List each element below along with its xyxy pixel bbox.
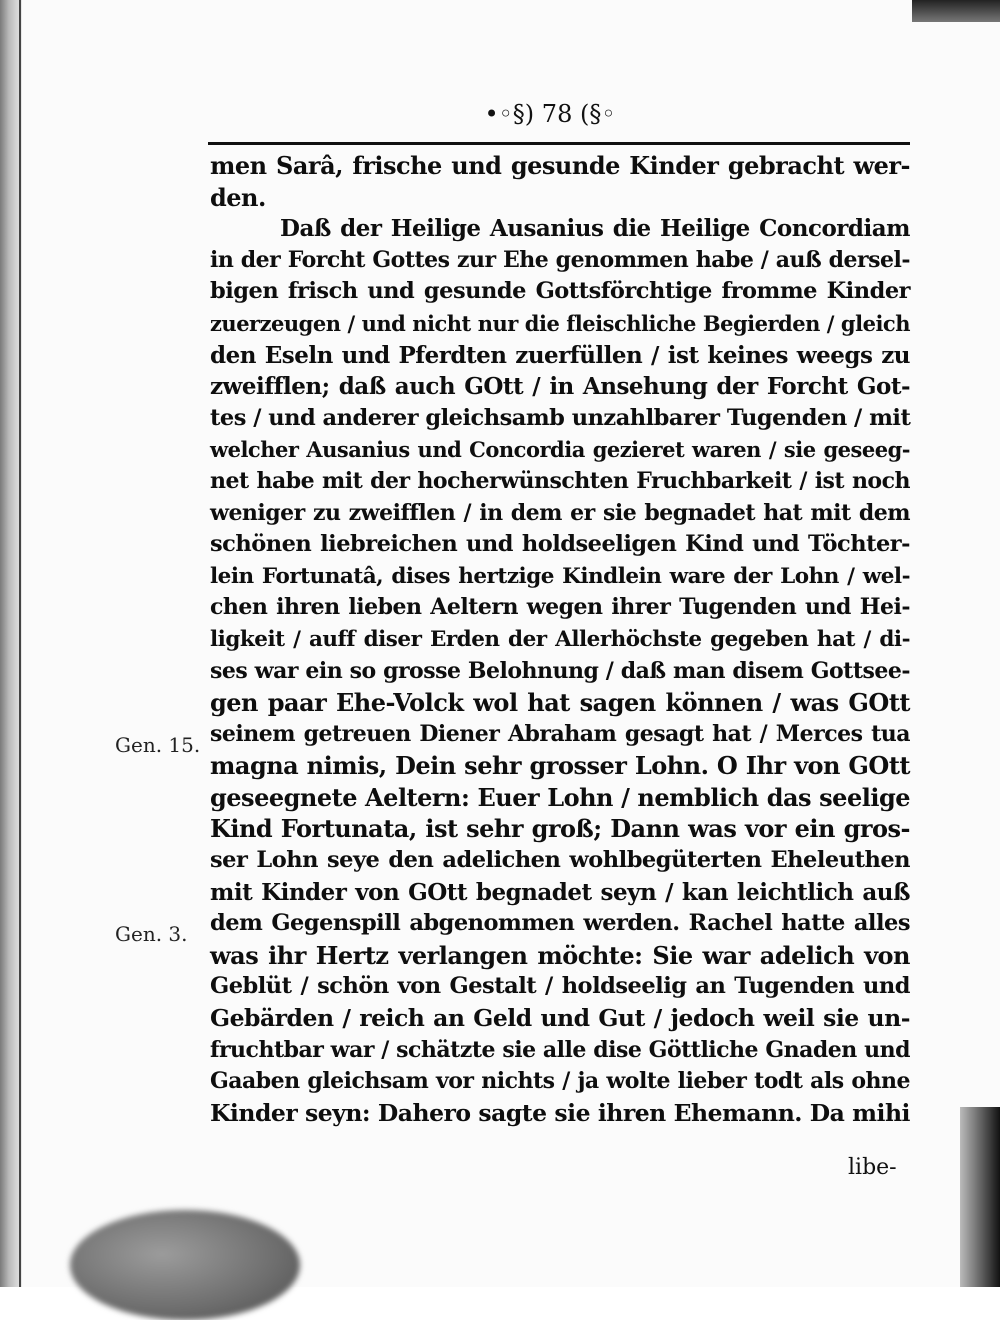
- text-line: in der Forcht Gottes zur Ehe genommen habe / auß dersel-: [210, 246, 910, 273]
- text-line: men Sarâ, frische und gesunde Kinder gebracht wer-: [210, 151, 910, 180]
- scanner-thumb: [70, 1210, 300, 1320]
- text-line: ligkeit / auff diser Erden der Allerhöchste gegeben hat / di-: [210, 626, 910, 652]
- text-line: welcher Ausanius und Concordia gezieret waren / sie geseeg-: [210, 437, 910, 463]
- header-ornament-right: (§◦: [579, 100, 616, 128]
- text-line: gen paar Ehe-Volck wol hat sagen können / was GOtt: [210, 688, 910, 718]
- text-line: zuerzeugen / und nicht nur die fleischliche Begierden / gleich: [210, 310, 910, 336]
- text-line: Gaaben gleichsam vor nichts / ja wolte lieber todt als ohne: [210, 1068, 910, 1095]
- text-line: schönen liebreichen und holdseeligen Kind und Töchter-: [210, 531, 910, 558]
- text-line: lein Fortunatâ, dises hertzige Kindlein ware der Lohn / wel-: [210, 563, 910, 589]
- page-edge-line: [19, 0, 21, 1287]
- text-line: fruchtbar war / schätzte sie alle dise Göttliche Gnaden und: [210, 1036, 910, 1063]
- body-text: [210, 150, 910, 1129]
- text-line: magna nimis, Dein sehr grosser Lohn. O Ihr von GOtt: [210, 751, 910, 781]
- text-line: ser Lohn seye den adelichen wohlbegüterten Eheleuthen: [210, 847, 910, 874]
- page-number: 78: [541, 100, 573, 128]
- text-line: Daß der Heilige Ausanius die Heilige Concordiam: [280, 215, 910, 243]
- running-header: [480, 100, 620, 128]
- text-line: den Eseln und Pferdten zuerfüllen / ist keines weegs zu: [210, 341, 910, 369]
- text-line: tes / und anderer gleichsamb unzahlbarer Tugenden / mit: [210, 404, 911, 431]
- text-line: was ihr Hertz verlangen möchte: Sie war adelich von: [210, 940, 910, 970]
- scan-edge-bottom-right: [960, 1107, 1000, 1287]
- text-line: den.: [210, 182, 266, 212]
- text-line: bigen frisch und gesunde Gottsförchtige fromme Kinder: [210, 278, 910, 305]
- text-line: ses war ein so grosse Belohnung / daß man disem Gottsee-: [210, 657, 910, 684]
- header-ornament-left: •◦§): [484, 100, 535, 128]
- catchword: libe-: [848, 1155, 897, 1180]
- text-line: net habe mit der hocherwünschten Fruchbarkeit / ist noch: [210, 467, 910, 494]
- text-line: Kinder seyn: Dahero sagte sie ihren Ehemann. Da mihi: [210, 1098, 910, 1127]
- text-line: Geblüt / schön von Gestalt / holdseelig an Tugenden und: [210, 973, 910, 1000]
- text-line: dem Gegenspill abgenommen werden. Rachel hatte alles: [210, 910, 910, 937]
- margin-note-gen15: Gen. 15.: [115, 733, 201, 757]
- margin-note-gen3: Gen. 3.: [115, 922, 188, 946]
- scan-edge-top-right: [912, 0, 1000, 22]
- text-line: Kind Fortunata, ist sehr groß; Dann was vor ein gros-: [210, 814, 910, 844]
- header-rule: [208, 142, 910, 145]
- text-line: zweifflen; daß auch GOtt / in Ansehung der Forcht Got-: [210, 373, 910, 401]
- text-line: Gebärden / reich an Geld und Gut / jedoch weil sie un-: [210, 1004, 910, 1033]
- text-line: mit Kinder von GOtt begnadet seyn / kan leichtlich auß: [210, 878, 910, 906]
- text-line: weniger zu zweifflen / in dem er sie begnadet hat mit dem: [210, 499, 910, 526]
- text-line: seinem getreuen Diener Abraham gesagt hat / Merces tua: [210, 720, 910, 747]
- text-line: geseegnete Aeltern: Euer Lohn / nemblich das seelige: [210, 782, 910, 812]
- text-line: chen ihren lieben Aeltern wegen ihrer Tugenden und Hei-: [210, 594, 910, 621]
